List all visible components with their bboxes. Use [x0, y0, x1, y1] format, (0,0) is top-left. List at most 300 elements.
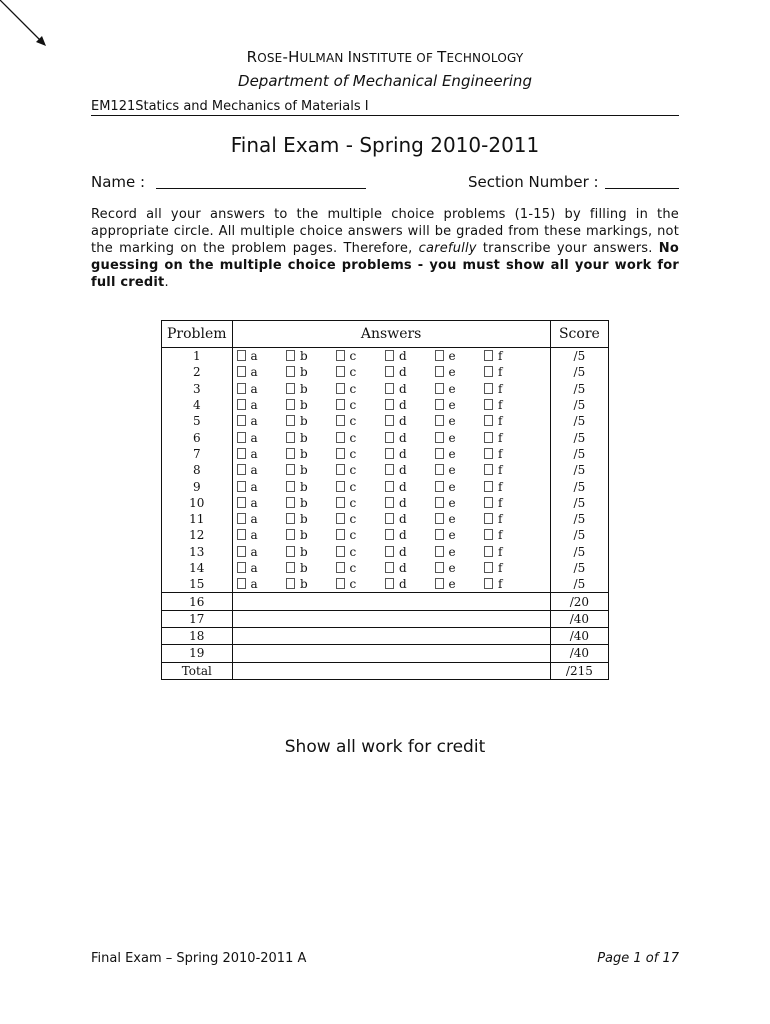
- answer-bubble-icon[interactable]: [435, 562, 444, 573]
- option-letter: e: [448, 495, 456, 510]
- answer-option[interactable]: [336, 364, 386, 380]
- answer-bubble-icon[interactable]: [484, 432, 493, 443]
- answer-bubble-icon[interactable]: [237, 578, 246, 589]
- answer-option[interactable]: [484, 348, 534, 364]
- answer-option[interactable]: [286, 576, 336, 592]
- answer-bubble-icon[interactable]: [385, 497, 394, 508]
- answer-bubble-icon[interactable]: [484, 448, 493, 459]
- option-letter: a: [250, 544, 258, 559]
- score-cell: /5: [550, 576, 608, 593]
- answer-option[interactable]: [286, 430, 336, 446]
- option-letter: c: [349, 577, 357, 592]
- option-letter: b: [300, 463, 308, 478]
- problem-number: 12: [162, 527, 233, 543]
- answer-bubble-icon[interactable]: [484, 578, 493, 589]
- problem-header: Problem: [162, 321, 233, 348]
- option-letter: f: [498, 512, 503, 527]
- answer-options: [232, 429, 550, 445]
- problem-number: 3: [162, 381, 233, 397]
- answer-bubble-icon[interactable]: [336, 350, 345, 361]
- answer-bubble-icon[interactable]: [435, 399, 444, 410]
- answer-bubble-icon[interactable]: [435, 546, 444, 557]
- option-letter: b: [300, 561, 308, 575]
- problem-number: 16: [162, 593, 233, 610]
- answer-bubble-icon[interactable]: [336, 366, 345, 377]
- answer-bubble-icon[interactable]: [385, 562, 394, 573]
- option-letter: c: [349, 349, 357, 364]
- answer-bubble-icon[interactable]: [237, 448, 246, 459]
- score-cell: /5: [550, 560, 608, 576]
- answer-options: [232, 462, 550, 478]
- answer-option[interactable]: [484, 446, 534, 462]
- option-letter: a: [250, 495, 258, 510]
- answer-bubble-icon[interactable]: [286, 481, 295, 492]
- option-letter: f: [498, 528, 503, 543]
- option-letter: c: [349, 463, 357, 478]
- answer-option[interactable]: [286, 397, 336, 413]
- answer-bubble-icon[interactable]: [435, 497, 444, 508]
- answer-bubble-icon[interactable]: [484, 366, 493, 377]
- answer-bubble-icon[interactable]: [286, 562, 295, 573]
- answer-bubble-icon[interactable]: [336, 529, 345, 540]
- answer-table: [161, 320, 609, 680]
- answer-option[interactable]: [385, 381, 435, 397]
- answer-bubble-icon[interactable]: [484, 481, 493, 492]
- answers-header: Answers: [232, 321, 550, 348]
- answer-bubble-icon[interactable]: [484, 546, 493, 557]
- answer-bubble-icon[interactable]: [237, 366, 246, 377]
- answer-option[interactable]: [435, 446, 485, 462]
- answer-bubble-icon[interactable]: [435, 415, 444, 426]
- answer-bubble-icon[interactable]: [336, 513, 345, 524]
- answer-option[interactable]: [484, 576, 534, 592]
- option-letter: a: [250, 463, 258, 478]
- option-letter: b: [300, 349, 308, 364]
- score-cell: /215: [550, 662, 608, 679]
- answer-cell: [232, 628, 550, 645]
- score-cell: /5: [550, 544, 608, 560]
- option-letter: a: [250, 446, 258, 461]
- answer-bubble-icon[interactable]: [286, 432, 295, 443]
- answer-option[interactable]: [336, 381, 386, 397]
- answer-bubble-icon[interactable]: [336, 497, 345, 508]
- table-row: [162, 381, 609, 397]
- answer-bubble-icon[interactable]: [286, 448, 295, 459]
- answer-option[interactable]: [286, 364, 336, 380]
- option-letter: e: [448, 381, 456, 396]
- answer-bubble-icon[interactable]: [237, 415, 246, 426]
- answer-option[interactable]: [435, 544, 485, 560]
- answer-bubble-icon[interactable]: [435, 383, 444, 394]
- problem-number: 2: [162, 364, 233, 380]
- option-letter: a: [250, 577, 258, 592]
- option-letter: f: [498, 561, 503, 575]
- answer-option[interactable]: [286, 511, 336, 527]
- answer-option[interactable]: [385, 413, 435, 429]
- answer-bubble-icon[interactable]: [385, 578, 394, 589]
- table-row: [162, 511, 609, 527]
- answer-bubble-icon[interactable]: [237, 399, 246, 410]
- answer-option[interactable]: [336, 479, 386, 495]
- score-cell: /5: [550, 478, 608, 494]
- answer-bubble-icon[interactable]: [237, 432, 246, 443]
- table-row: [162, 446, 609, 462]
- answer-option[interactable]: [484, 430, 534, 446]
- answer-option[interactable]: [336, 430, 386, 446]
- answer-bubble-icon[interactable]: [336, 546, 345, 557]
- answer-option[interactable]: [286, 348, 336, 364]
- answer-option[interactable]: [336, 576, 386, 592]
- table-row: [162, 478, 609, 494]
- answer-bubble-icon[interactable]: [336, 464, 345, 475]
- option-letter: f: [498, 365, 503, 380]
- answer-option[interactable]: [286, 462, 336, 478]
- table-row: [162, 628, 609, 645]
- answer-options: [232, 348, 550, 365]
- total-row: [162, 662, 609, 679]
- answer-option[interactable]: [435, 495, 485, 511]
- answer-option[interactable]: [435, 413, 485, 429]
- answer-option[interactable]: [286, 495, 336, 511]
- answer-option[interactable]: [336, 495, 386, 511]
- problem-number: 9: [162, 478, 233, 494]
- answer-bubble-icon[interactable]: [237, 481, 246, 492]
- answer-bubble-icon[interactable]: [286, 464, 295, 475]
- option-letter: a: [250, 561, 258, 575]
- problem-number: 6: [162, 429, 233, 445]
- answer-bubble-icon[interactable]: [336, 562, 345, 573]
- answer-cell: [232, 610, 550, 627]
- answer-bubble-icon[interactable]: [237, 497, 246, 508]
- answer-bubble-icon[interactable]: [286, 366, 295, 377]
- option-letter: b: [300, 479, 308, 494]
- score-cell: /40: [550, 645, 608, 662]
- problem-number: 10: [162, 495, 233, 511]
- answer-bubble-icon[interactable]: [435, 578, 444, 589]
- answer-option[interactable]: [385, 576, 435, 592]
- answer-option[interactable]: [385, 544, 435, 560]
- answer-options: [232, 495, 550, 511]
- option-letter: d: [399, 381, 407, 396]
- answer-bubble-icon[interactable]: [385, 415, 394, 426]
- answer-options: [232, 576, 550, 593]
- answer-option[interactable]: [385, 397, 435, 413]
- answer-bubble-icon[interactable]: [286, 529, 295, 540]
- option-letter: a: [250, 398, 258, 413]
- option-letter: f: [498, 495, 503, 510]
- answer-option[interactable]: [435, 560, 485, 576]
- option-letter: f: [498, 349, 503, 364]
- table-row: [162, 544, 609, 560]
- answer-bubble-icon[interactable]: [435, 366, 444, 377]
- answer-bubble-icon[interactable]: [336, 448, 345, 459]
- footer-exam-label: Final Exam – Spring 2010-2011 A: [91, 951, 307, 966]
- answer-bubble-icon[interactable]: [435, 529, 444, 540]
- problem-number: 8: [162, 462, 233, 478]
- answer-option[interactable]: [237, 364, 287, 380]
- answer-bubble-icon[interactable]: [484, 383, 493, 394]
- answer-option[interactable]: [385, 479, 435, 495]
- answer-option[interactable]: [435, 397, 485, 413]
- answer-option[interactable]: [435, 364, 485, 380]
- answer-option[interactable]: [237, 413, 287, 429]
- score-cell: /5: [550, 413, 608, 429]
- option-letter: e: [448, 398, 456, 413]
- answer-option[interactable]: [484, 495, 534, 511]
- answer-bubble-icon[interactable]: [286, 513, 295, 524]
- option-letter: f: [498, 381, 503, 396]
- problem-number: Total: [162, 662, 233, 679]
- problem-number: 5: [162, 413, 233, 429]
- option-letter: a: [250, 512, 258, 527]
- option-letter: e: [448, 561, 456, 575]
- answer-bubble-icon[interactable]: [484, 513, 493, 524]
- section-number-label: Section Number :: [468, 173, 599, 191]
- answer-option[interactable]: [336, 527, 386, 543]
- table-row: [162, 495, 609, 511]
- answer-bubble-icon[interactable]: [435, 481, 444, 492]
- answer-bubble-icon[interactable]: [385, 350, 394, 361]
- table-row: [162, 527, 609, 543]
- score-cell: /5: [550, 527, 608, 543]
- answer-bubble-icon[interactable]: [484, 464, 493, 475]
- answer-bubble-icon[interactable]: [286, 497, 295, 508]
- option-letter: e: [448, 577, 456, 592]
- answer-option[interactable]: [385, 527, 435, 543]
- answer-bubble-icon[interactable]: [336, 432, 345, 443]
- option-letter: c: [349, 561, 357, 575]
- answer-option[interactable]: [237, 479, 287, 495]
- answer-option[interactable]: [435, 479, 485, 495]
- answer-bubble-icon[interactable]: [237, 464, 246, 475]
- answer-option[interactable]: [336, 462, 386, 478]
- answer-bubble-icon[interactable]: [237, 546, 246, 557]
- option-letter: c: [349, 414, 357, 429]
- answer-cell: [232, 662, 550, 679]
- answer-option[interactable]: [435, 430, 485, 446]
- answer-option[interactable]: [484, 479, 534, 495]
- answer-option[interactable]: [435, 381, 485, 397]
- answer-option[interactable]: [385, 462, 435, 478]
- answer-bubble-icon[interactable]: [237, 513, 246, 524]
- answer-option[interactable]: [286, 527, 336, 543]
- option-letter: a: [250, 381, 258, 396]
- problem-number: 15: [162, 576, 233, 593]
- answer-option[interactable]: [286, 544, 336, 560]
- answer-options: [232, 364, 550, 380]
- answer-option[interactable]: [237, 527, 287, 543]
- answer-option[interactable]: [385, 446, 435, 462]
- answer-option[interactable]: [385, 511, 435, 527]
- answer-bubble-icon[interactable]: [385, 432, 394, 443]
- answer-bubble-icon[interactable]: [336, 415, 345, 426]
- answer-bubble-icon[interactable]: [385, 546, 394, 557]
- option-letter: b: [300, 528, 308, 543]
- option-letter: d: [399, 430, 407, 445]
- answer-option[interactable]: [336, 348, 386, 364]
- answer-bubble-icon[interactable]: [385, 366, 394, 377]
- option-letter: d: [399, 398, 407, 413]
- answer-option[interactable]: [435, 511, 485, 527]
- option-letter: b: [300, 495, 308, 510]
- answer-option[interactable]: [237, 462, 287, 478]
- answer-options: [232, 560, 550, 576]
- answer-bubble-icon[interactable]: [286, 399, 295, 410]
- score-cell: /5: [550, 397, 608, 413]
- answer-option[interactable]: [336, 446, 386, 462]
- answer-option[interactable]: [484, 462, 534, 478]
- answer-option[interactable]: [237, 544, 287, 560]
- answer-bubble-icon[interactable]: [385, 481, 394, 492]
- answer-bubble-icon[interactable]: [385, 399, 394, 410]
- answer-bubble-icon[interactable]: [484, 350, 493, 361]
- score-cell: /5: [550, 348, 608, 365]
- answer-bubble-icon[interactable]: [237, 350, 246, 361]
- name-field-line[interactable]: [156, 188, 366, 189]
- answer-option[interactable]: [385, 348, 435, 364]
- answer-bubble-icon[interactable]: [385, 529, 394, 540]
- answer-bubble-icon[interactable]: [237, 383, 246, 394]
- option-letter: a: [250, 365, 258, 380]
- answer-bubble-icon[interactable]: [484, 562, 493, 573]
- answer-option[interactable]: [237, 381, 287, 397]
- answer-options: [232, 446, 550, 462]
- answer-option[interactable]: [286, 413, 336, 429]
- answer-option[interactable]: [237, 576, 287, 592]
- answer-bubble-icon[interactable]: [435, 448, 444, 459]
- score-cell: /5: [550, 462, 608, 478]
- answer-option[interactable]: [385, 364, 435, 380]
- problem-number: 7: [162, 446, 233, 462]
- answer-option[interactable]: [286, 446, 336, 462]
- option-letter: e: [448, 479, 456, 494]
- answer-option[interactable]: [336, 397, 386, 413]
- option-letter: f: [498, 430, 503, 445]
- answer-option[interactable]: [237, 446, 287, 462]
- option-letter: d: [399, 528, 407, 543]
- answer-option[interactable]: [286, 479, 336, 495]
- answer-option[interactable]: [484, 544, 534, 560]
- answer-option[interactable]: [435, 576, 485, 592]
- option-letter: e: [448, 446, 456, 461]
- answer-cell: [232, 645, 550, 662]
- problem-number: 11: [162, 511, 233, 527]
- answer-option[interactable]: [336, 560, 386, 576]
- answer-option[interactable]: [484, 397, 534, 413]
- answer-option[interactable]: [484, 527, 534, 543]
- answer-option[interactable]: [484, 364, 534, 380]
- option-letter: c: [349, 398, 357, 413]
- option-letter: c: [349, 365, 357, 380]
- course-title: EM121Statics and Mechanics of Materials I: [91, 99, 369, 114]
- option-letter: d: [399, 446, 407, 461]
- problem-number: 19: [162, 645, 233, 662]
- answer-bubble-icon[interactable]: [385, 383, 394, 394]
- answer-option[interactable]: [336, 413, 386, 429]
- answer-option[interactable]: [237, 430, 287, 446]
- option-letter: f: [498, 479, 503, 494]
- answer-bubble-icon[interactable]: [435, 350, 444, 361]
- answer-bubble-icon[interactable]: [435, 464, 444, 475]
- answer-bubble-icon[interactable]: [336, 481, 345, 492]
- answer-bubble-icon[interactable]: [484, 529, 493, 540]
- table-row: [162, 413, 609, 429]
- answer-options: [232, 381, 550, 397]
- answer-option[interactable]: [237, 397, 287, 413]
- answer-bubble-icon[interactable]: [336, 383, 345, 394]
- answer-options: [232, 544, 550, 560]
- problem-number: 14: [162, 560, 233, 576]
- answer-bubble-icon[interactable]: [435, 432, 444, 443]
- answer-bubble-icon[interactable]: [385, 448, 394, 459]
- option-letter: b: [300, 398, 308, 413]
- answer-option[interactable]: [237, 495, 287, 511]
- option-letter: c: [349, 495, 357, 510]
- answer-bubble-icon[interactable]: [237, 529, 246, 540]
- score-cell: /40: [550, 610, 608, 627]
- option-letter: f: [498, 446, 503, 461]
- answer-bubble-icon[interactable]: [286, 546, 295, 557]
- option-letter: d: [399, 414, 407, 429]
- score-cell: /5: [550, 495, 608, 511]
- answer-option[interactable]: [237, 348, 287, 364]
- answer-bubble-icon[interactable]: [286, 578, 295, 589]
- answer-option[interactable]: [286, 381, 336, 397]
- answer-bubble-icon[interactable]: [385, 464, 394, 475]
- answer-option[interactable]: [484, 381, 534, 397]
- answer-option[interactable]: [435, 462, 485, 478]
- answer-bubble-icon[interactable]: [385, 513, 394, 524]
- answer-option[interactable]: [385, 430, 435, 446]
- answer-option[interactable]: [484, 413, 534, 429]
- option-letter: f: [498, 463, 503, 478]
- answer-bubble-icon[interactable]: [286, 350, 295, 361]
- answer-options: [232, 511, 550, 527]
- option-letter: a: [250, 349, 258, 364]
- answer-bubble-icon[interactable]: [286, 383, 295, 394]
- section-number-field-line[interactable]: [605, 188, 679, 189]
- answer-bubble-icon[interactable]: [484, 415, 493, 426]
- answer-bubble-icon[interactable]: [336, 578, 345, 589]
- answer-option[interactable]: [237, 560, 287, 576]
- option-letter: c: [349, 528, 357, 543]
- answer-option[interactable]: [435, 348, 485, 364]
- answer-option[interactable]: [336, 544, 386, 560]
- option-letter: e: [448, 349, 456, 364]
- answer-bubble-icon[interactable]: [435, 513, 444, 524]
- option-letter: c: [349, 446, 357, 461]
- answer-option[interactable]: [435, 527, 485, 543]
- answer-bubble-icon[interactable]: [237, 562, 246, 573]
- answer-option[interactable]: [484, 511, 534, 527]
- option-letter: f: [498, 544, 503, 559]
- problem-number: 1: [162, 348, 233, 365]
- answer-bubble-icon[interactable]: [484, 399, 493, 410]
- score-cell: /5: [550, 429, 608, 445]
- option-letter: a: [250, 479, 258, 494]
- answer-option[interactable]: [336, 511, 386, 527]
- answer-option[interactable]: [286, 560, 336, 576]
- answer-option[interactable]: [385, 495, 435, 511]
- option-letter: d: [399, 544, 407, 559]
- answer-option[interactable]: [385, 560, 435, 576]
- answer-bubble-icon[interactable]: [336, 399, 345, 410]
- answer-bubble-icon[interactable]: [484, 497, 493, 508]
- answer-option[interactable]: [484, 560, 534, 576]
- answer-option[interactable]: [237, 511, 287, 527]
- answer-bubble-icon[interactable]: [286, 415, 295, 426]
- score-cell: /20: [550, 593, 608, 610]
